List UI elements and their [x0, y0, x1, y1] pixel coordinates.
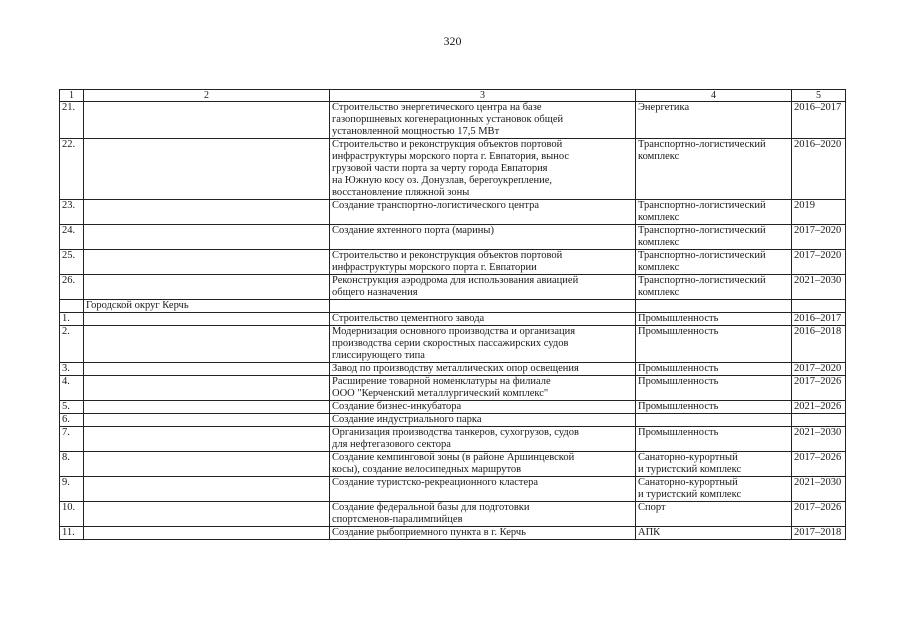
project-name-line: инфраструктуры морского порта г. Евпатория, вынос: [332, 151, 570, 162]
sector-line: комплекс: [638, 237, 680, 248]
sector-line: Энергетика: [638, 102, 690, 113]
table-row: [60, 527, 846, 540]
sector-line: комплекс: [638, 151, 680, 162]
project-name-line: ООО "Керченский металлургический комплекс": [332, 388, 549, 399]
sector-line: Промышленность: [638, 363, 719, 374]
row-number: 3.: [60, 363, 84, 376]
sector-line: и туристский комплекс: [638, 489, 742, 500]
table-row: [60, 427, 846, 452]
projects-table: [59, 89, 846, 540]
sector-cell: [636, 502, 792, 527]
project-name-cell: [330, 477, 636, 502]
column-2-cell: [84, 200, 330, 225]
header-cell-4: 4: [636, 90, 792, 102]
project-name-line: Строительство цементного завода: [332, 313, 485, 324]
period-cell: 2017–2020: [792, 225, 846, 250]
period-cell: 2017–2020: [792, 363, 846, 376]
column-2-cell: [84, 326, 330, 363]
table-row: [60, 502, 846, 527]
project-name-line: для нефтегазового сектора: [332, 439, 451, 450]
project-name-line: производства серии скоростных пассажирских судов: [332, 338, 569, 349]
period-cell: 2016–2020: [792, 139, 846, 200]
period-cell: 2021–2026: [792, 401, 846, 414]
sector-cell: [636, 200, 792, 225]
sector-line: и туристский комплекс: [638, 464, 742, 475]
project-name-line: грузовой части порта за черту города Евпатория: [332, 163, 548, 174]
project-name-cell: [330, 275, 636, 300]
page-number: 320: [443, 34, 462, 48]
row-number: 25.: [60, 250, 84, 275]
column-2-cell: [84, 427, 330, 452]
sector-cell: [636, 527, 792, 540]
column-2-cell: [84, 414, 330, 427]
header-cell-2: 2: [84, 90, 330, 102]
table-row: [60, 200, 846, 225]
table-row: [60, 225, 846, 250]
project-name-cell: [330, 313, 636, 326]
sector-cell: [636, 363, 792, 376]
period-cell: 2016–2017: [792, 313, 846, 326]
table-row: [60, 326, 846, 363]
table-header-row: [60, 90, 846, 102]
section-row-empty-cell: [60, 300, 84, 313]
project-name-line: косы), создание велосипедных маршрутов: [332, 464, 522, 475]
section-row-empty-cell: [636, 300, 792, 313]
project-name-line: спортсменов-паралимпийцев: [332, 514, 463, 525]
sector-line: Санаторно-курортный: [638, 452, 738, 463]
table-row: [60, 313, 846, 326]
column-2-cell: [84, 502, 330, 527]
project-name-line: глиссирующего типа: [332, 350, 425, 361]
period-cell: 2017–2026: [792, 502, 846, 527]
period-cell: 2017–2018: [792, 527, 846, 540]
table-row: [60, 477, 846, 502]
sector-line: комплекс: [638, 212, 680, 223]
period-cell: 2016–2018: [792, 326, 846, 363]
project-name-line: восстановление пляжной зоны: [332, 187, 470, 198]
row-number: 6.: [60, 414, 84, 427]
sector-cell: [636, 139, 792, 200]
row-number: 26.: [60, 275, 84, 300]
project-name-line: Завод по производству металлических опор освещения: [332, 363, 579, 374]
sector-cell: [636, 414, 792, 427]
project-name-cell: [330, 200, 636, 225]
sector-cell: [636, 452, 792, 477]
sector-cell: [636, 275, 792, 300]
row-number: 5.: [60, 401, 84, 414]
sector-cell: [636, 401, 792, 414]
sector-line: Промышленность: [638, 313, 719, 324]
project-name-cell: [330, 452, 636, 477]
sector-cell: [636, 376, 792, 401]
table-row: [60, 275, 846, 300]
column-2-cell: [84, 376, 330, 401]
project-name-line: Создание федеральной базы для подготовки: [332, 502, 530, 513]
section-row-empty-cell: [330, 300, 636, 313]
row-number: 2.: [60, 326, 84, 363]
project-name-line: Создание туристско-рекреационного кластера: [332, 477, 539, 488]
sector-line: Санаторно-курортный: [638, 477, 738, 488]
table-row: [60, 452, 846, 477]
column-2-cell: [84, 477, 330, 502]
row-number: 7.: [60, 427, 84, 452]
project-name-line: Строительство и реконструкция объектов портовой: [332, 250, 563, 261]
sector-line: АПК: [638, 527, 661, 538]
column-2-cell: [84, 250, 330, 275]
project-name-cell: [330, 102, 636, 139]
project-name-line: Реконструкция аэродрома для использования авиацией: [332, 275, 579, 286]
period-cell: 2017–2026: [792, 452, 846, 477]
project-name-line: Создание яхтенного порта (марины): [332, 225, 494, 236]
project-name-cell: [330, 326, 636, 363]
sector-cell: [636, 225, 792, 250]
project-name-line: Создание кемпинговой зоны (в районе Аршинцевской: [332, 452, 575, 463]
column-2-cell: [84, 102, 330, 139]
header-cell-1: 1: [60, 90, 84, 102]
sector-line: Транспортно-логистический: [638, 275, 766, 286]
project-name-line: Создание транспортно-логистического центра: [332, 200, 539, 211]
period-cell: 2021–2030: [792, 427, 846, 452]
period-cell: 2019: [792, 200, 846, 225]
row-number: 10.: [60, 502, 84, 527]
section-title: Городской округ Керчь: [84, 300, 330, 313]
column-2-cell: [84, 452, 330, 477]
row-number: 1.: [60, 313, 84, 326]
sector-line: комплекс: [638, 287, 680, 298]
sector-line: комплекс: [638, 262, 680, 273]
project-name-cell: [330, 527, 636, 540]
column-2-cell: [84, 139, 330, 200]
sector-line: Транспортно-логистический: [638, 225, 766, 236]
project-name-line: на Южную косу оз. Донузлав, берегоукрепление,: [332, 175, 553, 186]
row-number: 9.: [60, 477, 84, 502]
table-row: [60, 363, 846, 376]
table-row: [60, 102, 846, 139]
sector-line: Транспортно-логистический: [638, 250, 766, 261]
period-cell: 2021–2030: [792, 477, 846, 502]
project-name-cell: [330, 139, 636, 200]
project-name-line: Строительство энергетического центра на базе: [332, 102, 542, 113]
table-row: [60, 414, 846, 427]
period-cell: [792, 414, 846, 427]
column-2-cell: [84, 313, 330, 326]
sector-cell: [636, 250, 792, 275]
project-name-cell: [330, 502, 636, 527]
sector-line: Промышленность: [638, 401, 719, 412]
header-cell-3: 3: [330, 90, 636, 102]
table-row: [60, 376, 846, 401]
project-name-line: установленной мощностью 17,5 МВт: [332, 126, 500, 137]
row-number: 22.: [60, 139, 84, 200]
sector-cell: [636, 326, 792, 363]
period-cell: 2017–2020: [792, 250, 846, 275]
project-name-cell: [330, 414, 636, 427]
project-name-cell: [330, 401, 636, 414]
row-number: 21.: [60, 102, 84, 139]
sector-cell: [636, 427, 792, 452]
column-2-cell: [84, 225, 330, 250]
row-number: 8.: [60, 452, 84, 477]
row-number: 23.: [60, 200, 84, 225]
table-row: [60, 139, 846, 200]
table-row: [60, 401, 846, 414]
project-name-line: Создание индустриального парка: [332, 414, 482, 425]
column-2-cell: [84, 401, 330, 414]
sector-line: Промышленность: [638, 427, 719, 438]
project-name-cell: [330, 225, 636, 250]
column-2-cell: [84, 275, 330, 300]
row-number: 11.: [60, 527, 84, 540]
project-name-cell: [330, 376, 636, 401]
section-row: [60, 300, 846, 313]
header-cell-5: 5: [792, 90, 846, 102]
sector-cell: [636, 102, 792, 139]
project-name-line: Создание рыбоприемного пункта в г. Керчь: [332, 527, 526, 538]
sector-cell: [636, 313, 792, 326]
project-name-line: инфраструктуры морского порта г. Евпатории: [332, 262, 537, 273]
sector-line: Спорт: [638, 502, 666, 513]
project-name-cell: [330, 250, 636, 275]
row-number: 24.: [60, 225, 84, 250]
project-name-line: Организация производства танкеров, сухогрузов, судов: [332, 427, 579, 438]
section-row-empty-cell: [792, 300, 846, 313]
period-cell: 2016–2017: [792, 102, 846, 139]
sector-line: Транспортно-логистический: [638, 200, 766, 211]
sector-line: Промышленность: [638, 376, 719, 387]
table-row: [60, 250, 846, 275]
column-2-cell: [84, 527, 330, 540]
sector-cell: [636, 477, 792, 502]
period-cell: 2021–2030: [792, 275, 846, 300]
project-name-line: Создание бизнес-инкубатора: [332, 401, 462, 412]
project-name-line: газопоршневых когенерационных установок общей: [332, 114, 564, 125]
column-2-cell: [84, 363, 330, 376]
project-name-cell: [330, 363, 636, 376]
period-cell: 2017–2026: [792, 376, 846, 401]
project-name-line: Модернизация основного производства и организация: [332, 326, 576, 337]
project-name-cell: [330, 427, 636, 452]
sector-line: Промышленность: [638, 326, 719, 337]
project-name-line: общего назначения: [332, 287, 418, 298]
sector-line: Транспортно-логистический: [638, 139, 766, 150]
row-number: 4.: [60, 376, 84, 401]
project-name-line: Расширение товарной номенклатуры на филиале: [332, 376, 551, 387]
project-name-line: Строительство и реконструкция объектов портовой: [332, 139, 563, 150]
